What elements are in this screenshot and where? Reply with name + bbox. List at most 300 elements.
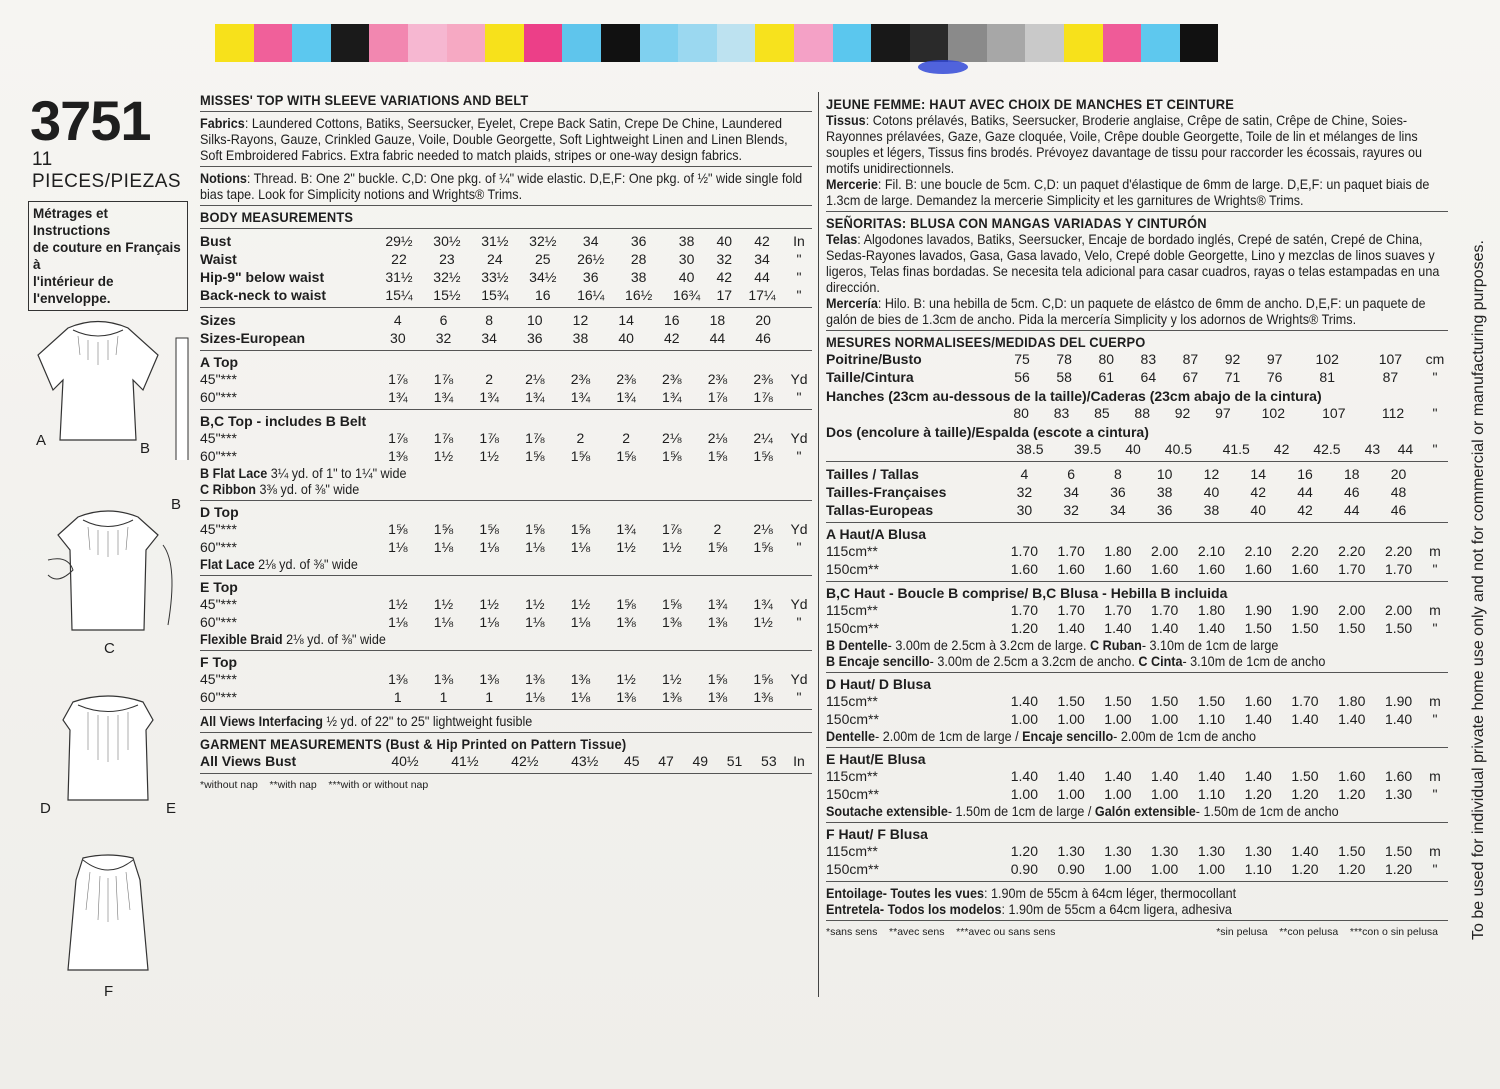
- french-box-line: Métrages et Instructions: [33, 206, 111, 238]
- table-row: [826, 619, 1448, 637]
- row-label: 150cm**: [826, 786, 879, 802]
- table-cell: 18: [709, 312, 726, 328]
- table-cell: 1½: [388, 596, 408, 612]
- color-swatch: [794, 24, 833, 62]
- note-label: Flat Lace: [200, 556, 255, 572]
- table-cell: 18: [1343, 466, 1360, 482]
- table-cell: 1.60: [1010, 561, 1038, 577]
- measurement-table: [200, 429, 812, 465]
- table-cell: 2.00: [1151, 543, 1179, 559]
- row-label: All Views Bust: [200, 753, 297, 769]
- table-cell: 1.40: [1151, 768, 1179, 784]
- table-cell: 42: [754, 233, 770, 249]
- table-cell: 1⅝: [753, 671, 773, 687]
- table-cell: 2⅜: [570, 371, 591, 387]
- table-cell: 1.70: [1104, 602, 1132, 618]
- table-cell: 1.40: [1057, 768, 1085, 784]
- measurement-table: [826, 767, 1448, 803]
- table-cell: 97: [1215, 405, 1231, 421]
- table-cell: 31½: [385, 269, 413, 285]
- table-cell: 87: [1182, 351, 1199, 367]
- measurement-table: [826, 692, 1448, 728]
- color-swatch: [369, 24, 408, 62]
- measurement-table: [200, 370, 812, 406]
- row-label: Tailles-Françaises: [826, 484, 947, 500]
- table-row: [826, 560, 1448, 578]
- table-cell: 1.40: [1197, 768, 1226, 784]
- table-cell: 107: [1322, 405, 1346, 421]
- table-cell: 1⅝: [662, 596, 682, 612]
- table-cell: 1.20: [1010, 620, 1038, 636]
- table-cell: 2⅛: [525, 371, 545, 387]
- french-instructions-box: [28, 201, 188, 311]
- table-cell: 76: [1266, 369, 1283, 385]
- table-cell: 1⅜: [707, 689, 728, 705]
- table-cell: 1.20: [1291, 861, 1319, 877]
- table-cell: 1.40: [1010, 768, 1038, 784]
- table-cell: 1.40: [1384, 711, 1413, 727]
- table-cell: 4: [393, 312, 402, 328]
- color-swatch: [833, 24, 872, 62]
- note-label: Flexible Braid: [200, 631, 283, 647]
- row-label: [826, 440, 1001, 458]
- table-cell: 1⅛: [433, 539, 454, 555]
- table-cell: 20: [755, 312, 771, 328]
- table-cell: 2¼: [753, 430, 773, 446]
- table-cell: 83: [1053, 405, 1070, 421]
- table-cell: 1⅝: [479, 521, 499, 537]
- table-cell: 30: [390, 330, 406, 346]
- table-cell: 81: [1319, 369, 1335, 385]
- table-cell: 24: [487, 251, 503, 267]
- table-cell: 30½: [433, 233, 461, 249]
- table-cell: 36: [1156, 502, 1173, 518]
- measurement-table: [200, 311, 812, 347]
- row-label: 45"***: [200, 596, 237, 612]
- table-row: [826, 350, 1448, 368]
- table-cell: 34: [1063, 484, 1079, 500]
- table-cell: 112: [1381, 405, 1405, 421]
- row-label: 60"***: [200, 539, 237, 555]
- merceria-label: Mercería: [826, 295, 878, 311]
- table-cell: 36: [630, 233, 647, 249]
- measurement-table: [826, 842, 1448, 878]
- measurement-table: [826, 465, 1448, 519]
- table-cell: 43½: [571, 753, 599, 769]
- view-note: [200, 556, 811, 572]
- table-cell: 1.70: [1151, 602, 1179, 618]
- table-cell: 1½: [753, 614, 773, 630]
- table-cell: 39.5: [1074, 441, 1102, 457]
- table-cell: 14: [618, 312, 634, 328]
- table-cell: 1.20: [1338, 861, 1366, 877]
- table-cell: 1.60: [1244, 561, 1272, 577]
- table-cell: 1¾: [433, 389, 454, 405]
- table-cell: 1.60: [1338, 768, 1366, 784]
- metric-body-table: [826, 350, 1448, 458]
- entoilage-label: Entoilage- Toutes les vues: [826, 885, 985, 901]
- table-cell: 17: [716, 287, 733, 303]
- table-cell: 1¾: [753, 596, 773, 612]
- table-cell: 49: [692, 753, 709, 769]
- table-row: [200, 447, 812, 465]
- view-f-sketch: [28, 850, 198, 990]
- table-cell: 2.20: [1384, 543, 1413, 559]
- table-cell: 1.70: [1057, 543, 1085, 559]
- table-cell: 1.30: [1057, 843, 1085, 859]
- note-text: - 2.00m de 1cm de ancho: [1113, 728, 1257, 744]
- row-label: Taille/Cintura: [826, 369, 914, 385]
- view-note: [826, 728, 1447, 744]
- notions-text: : Thread. B: One 2" buckle. C,D: One pkg. of ¼" wide elastic. D,E,F: One pkg. of ½" wide single fold bias tape. Look for Simplicity notions and Wrights® Trims.: [200, 170, 803, 202]
- entoilage-label: Entretela- Todos los modelos: [826, 901, 1002, 917]
- unit-cell: ": [796, 689, 802, 705]
- view-title: F Haut/ F Blusa: [826, 826, 928, 842]
- unit-cell: cm: [1425, 351, 1445, 367]
- table-cell: 1⅝: [753, 448, 773, 464]
- table-cell: 28: [630, 251, 647, 267]
- view-label-c: C: [104, 640, 115, 657]
- table-cell: 92: [1224, 351, 1241, 367]
- table-cell: 23: [439, 251, 455, 267]
- table-cell: 2: [576, 430, 585, 446]
- color-swatch: [987, 24, 1026, 62]
- table-cell: 1.10: [1244, 861, 1272, 877]
- color-swatch: [485, 24, 524, 62]
- table-cell: 1⅝: [616, 448, 636, 464]
- table-cell: 2⅛: [753, 521, 773, 537]
- table-cell: 1¾: [388, 389, 408, 405]
- table-cell: 1.20: [1291, 786, 1319, 802]
- tissus-label: Tissus: [826, 112, 866, 128]
- french-tissus: [826, 112, 1447, 176]
- table-cell: 41.5: [1222, 441, 1250, 457]
- table-cell: 75: [1014, 351, 1030, 367]
- view-note: [200, 481, 811, 497]
- table-cell: 53: [761, 753, 777, 769]
- table-cell: 1⅞: [753, 389, 773, 405]
- table-cell: 1.20: [1338, 786, 1366, 802]
- table-row: [200, 286, 812, 304]
- note-text: - 3.10m de 1cm de large: [1141, 637, 1279, 653]
- view-sketches: [28, 300, 198, 1020]
- note-text: 3⅜ yd. of ⅜" wide: [255, 481, 360, 497]
- pieces-count: 11 PIECES/PIEZAS: [32, 149, 182, 192]
- table-cell: 2⅜: [662, 371, 682, 387]
- note-label: Galón extensible: [1094, 803, 1196, 819]
- table-cell: 1.60: [1384, 768, 1413, 784]
- table-cell: 1.40: [1291, 843, 1319, 859]
- metric-footnotes: [826, 924, 1448, 940]
- unit-cell: In: [793, 233, 805, 249]
- row-label: Poitrine/Busto: [826, 351, 922, 367]
- table-cell: 1⅜: [753, 689, 773, 705]
- table-cell: 42: [1297, 502, 1313, 518]
- unit-cell: ": [796, 251, 802, 267]
- color-swatch: [331, 24, 370, 62]
- unit-cell: ": [1432, 561, 1438, 577]
- fabrics-label: Fabrics: [200, 115, 245, 131]
- telas-text: : Algodones lavados, Batiks, Seersucker, Encaje de bordado inglés, Crepé de satén, Crepé de China, Sedas-Rayones lavados, Gasa, Gasa lavado, Velo, Crepé doble Georgette, Lino y mezclas de linos suaves y ligeros, Telas finas bordadas. Se necesita tela adicional para casar cuadros, rayas o telas estampadas en una dirección.: [826, 231, 1440, 295]
- row-label: Waist: [200, 251, 237, 267]
- view-label-b: B: [140, 440, 151, 457]
- table-cell: 46: [1343, 484, 1360, 500]
- table-cell: 1.50: [1338, 843, 1366, 859]
- table-cell: 1⅜: [616, 614, 636, 630]
- row-label: 60"***: [200, 689, 237, 705]
- table-row: [826, 483, 1448, 501]
- color-swatch: [640, 24, 679, 62]
- table-cell: 32: [1016, 484, 1033, 500]
- row-label: 115cm**: [826, 602, 878, 618]
- telas-label: Telas: [826, 231, 858, 247]
- table-cell: 83: [1140, 351, 1157, 367]
- table-cell: 34: [754, 251, 770, 267]
- metric-body-title: MESURES NORMALISEES/MEDIDAS DEL CUERPO: [826, 334, 1146, 350]
- table-cell: 2⅜: [616, 371, 636, 387]
- note-label: Soutache extensible: [826, 803, 948, 819]
- table-cell: 97: [1266, 351, 1283, 367]
- table-cell: 1¾: [707, 596, 728, 612]
- note-text: 2⅛ yd. of ⅜" wide: [254, 556, 358, 572]
- metric-yardage-views: [826, 522, 1448, 878]
- view-title: E Top: [200, 579, 238, 595]
- table-cell: 1⅜: [616, 689, 636, 705]
- table-cell: 1⅞: [433, 430, 454, 446]
- back-label: Dos (encolure à taille)/Espalda (escote a cintura): [826, 424, 1149, 440]
- table-cell: 2.10: [1244, 543, 1272, 559]
- table-cell: 1.00: [1151, 786, 1179, 802]
- view-title: B,C Haut - Boucle B comprise/ B,C Blusa - Hebilla B incluida: [826, 585, 1228, 601]
- table-cell: 1.60: [1151, 561, 1179, 577]
- table-cell: 1⅝: [433, 521, 454, 537]
- table-row: [200, 429, 812, 447]
- table-cell: 1⅞: [433, 371, 454, 387]
- table-cell: 1½: [433, 596, 454, 612]
- table-cell: 1.70: [1291, 693, 1319, 709]
- table-cell: 1⅜: [388, 671, 408, 687]
- table-cell: 16: [663, 312, 680, 328]
- table-cell: 1⅜: [388, 448, 408, 464]
- table-cell: 36: [1110, 484, 1126, 500]
- table-cell: 2.10: [1197, 543, 1226, 559]
- row-label: 115cm**: [826, 693, 878, 709]
- spanish-telas: [826, 231, 1447, 295]
- table-cell: 38: [630, 269, 647, 285]
- note-label: B Dentelle: [826, 637, 888, 653]
- entoilage-line: [826, 901, 1447, 917]
- french-title: JEUNE FEMME: HAUT AVEC CHOIX DE MANCHES ET CEINTURE: [826, 96, 1234, 112]
- table-cell: 1.40: [1104, 620, 1132, 636]
- table-cell: 1⅛: [433, 614, 454, 630]
- table-cell: 40: [716, 233, 733, 249]
- table-cell: 67: [1182, 369, 1199, 385]
- table-cell: 1.80: [1104, 543, 1132, 559]
- french-box-line: de couture en Français à: [33, 240, 181, 272]
- table-cell: 2⅜: [753, 371, 773, 387]
- mercerie-text: : Fil. B: une boucle de 5cm. C,D: un paquet d'élastique de 6mm de large. D,E,F: un paquet biais de 1.3cm de large. Demandez la mercerie Simplicity et les garnitures de Wrights® Trims.: [826, 176, 1430, 208]
- unit-cell: m: [1429, 843, 1441, 859]
- entoilage-text: : 1.90m de 55cm a 64cm ligera, adhesiva: [1001, 901, 1232, 917]
- table-cell: 32: [716, 251, 733, 267]
- table-cell: 1⅜: [433, 671, 454, 687]
- table-cell: 1⅜: [662, 614, 682, 630]
- view-title: D Haut/ D Blusa: [826, 676, 932, 692]
- table-cell: 0.90: [1010, 861, 1038, 877]
- row-label: 150cm**: [826, 561, 879, 577]
- table-cell: 1.90: [1244, 602, 1272, 618]
- view-a-sketch: [28, 310, 198, 460]
- table-cell: 1½: [525, 596, 545, 612]
- table-cell: 1.30: [1197, 843, 1226, 859]
- table-cell: 102: [1315, 351, 1339, 367]
- table-cell: 1½: [433, 448, 454, 464]
- table-cell: 1.70: [1010, 602, 1038, 618]
- color-swatch: [717, 24, 756, 62]
- table-cell: 1.70: [1057, 602, 1085, 618]
- table-cell: 1¾: [616, 521, 636, 537]
- table-cell: 1⅝: [616, 596, 636, 612]
- table-row: [826, 440, 1448, 458]
- measurement-table: [200, 752, 812, 770]
- table-row: [826, 842, 1448, 860]
- table-cell: 43: [1364, 441, 1381, 457]
- unit-cell: Yd: [790, 596, 808, 612]
- mercerie-label: Mercerie: [826, 176, 878, 192]
- table-cell: 1.50: [1197, 693, 1226, 709]
- table-cell: 1⅞: [662, 521, 682, 537]
- table-cell: 1⅛: [479, 539, 499, 555]
- table-cell: 1¾: [570, 389, 591, 405]
- table-cell: 1⅛: [570, 689, 591, 705]
- table-cell: 1⅞: [388, 430, 408, 446]
- table-cell: 1⅝: [525, 521, 545, 537]
- table-cell: 0.90: [1057, 861, 1085, 877]
- color-swatch: [562, 24, 601, 62]
- row-label: 60"***: [200, 389, 237, 405]
- table-cell: 14: [1250, 466, 1266, 482]
- table-cell: 1.40: [1104, 768, 1132, 784]
- french-box-line: l'intérieur de: [33, 274, 114, 289]
- view-title: B,C Top - includes B Belt: [200, 413, 367, 429]
- unit-cell: [1422, 483, 1448, 501]
- table-row: [200, 329, 812, 347]
- notions-label: Notions: [200, 170, 247, 186]
- table-cell: 1.30: [1244, 843, 1272, 859]
- table-cell: 1.20: [1010, 843, 1038, 859]
- ink-blot: [918, 60, 968, 74]
- table-row: [200, 520, 812, 538]
- yardage-views: [200, 350, 812, 706]
- table-cell: 31½: [481, 233, 509, 249]
- table-cell: 102: [1261, 405, 1285, 421]
- table-row: [826, 601, 1448, 619]
- french-footnote: *sans sens **avec sens ***avec ou sans sens: [826, 926, 1056, 938]
- unit-cell: In: [793, 753, 805, 769]
- table-cell: 1.20: [1384, 861, 1413, 877]
- row-label: 115cm**: [826, 768, 878, 784]
- color-swatch: [601, 24, 640, 62]
- table-cell: 32: [1063, 502, 1079, 518]
- table-cell: 44: [709, 330, 726, 346]
- table-cell: 87: [1382, 369, 1399, 385]
- measurement-table: [826, 440, 1448, 458]
- table-cell: 1.40: [1010, 693, 1038, 709]
- table-cell: 1¾: [662, 389, 682, 405]
- table-cell: 2⅜: [707, 371, 728, 387]
- table-row: [200, 268, 812, 286]
- table-cell: 1⅛: [570, 614, 591, 630]
- unit-cell: Yd: [790, 430, 808, 446]
- unit-cell: ": [796, 448, 802, 464]
- table-cell: 40: [618, 330, 634, 346]
- unit-cell: ": [796, 269, 802, 285]
- table-cell: 42.5: [1313, 441, 1341, 457]
- table-cell: 56: [1014, 369, 1030, 385]
- view-title: E Haut/E Blusa: [826, 751, 926, 767]
- table-cell: 1.70: [1384, 561, 1413, 577]
- view-label-a: A: [36, 432, 47, 449]
- table-row: [826, 860, 1448, 878]
- table-cell: 17¼: [748, 287, 776, 303]
- table-cell: 15¼: [385, 287, 413, 303]
- table-cell: 1½: [662, 539, 682, 555]
- color-swatch: [1064, 24, 1103, 62]
- table-cell: 1½: [616, 671, 636, 687]
- table-cell: 25: [534, 251, 551, 267]
- color-registration-bar: [215, 24, 1218, 62]
- table-cell: 1⅝: [388, 521, 408, 537]
- note-text: - 3.00m de 2.5cm a 3.2cm de ancho.: [929, 653, 1139, 669]
- entoilage-lines: [826, 885, 1448, 917]
- table-cell: 34: [481, 330, 497, 346]
- note-text: - 3.00m de 2.5cm à 3.2cm de large.: [887, 637, 1091, 653]
- row-label: Sizes: [200, 312, 236, 328]
- table-cell: 1.40: [1244, 711, 1272, 727]
- table-cell: 44: [754, 269, 770, 285]
- table-cell: 1.00: [1197, 861, 1226, 877]
- color-swatch: [1103, 24, 1142, 62]
- table-cell: 36: [527, 330, 543, 346]
- table-cell: 1.30: [1151, 843, 1179, 859]
- table-cell: 38: [1156, 484, 1173, 500]
- table-cell: 47: [658, 753, 674, 769]
- unit-cell: Yd: [790, 521, 808, 537]
- table-cell: 1⅞: [479, 430, 499, 446]
- table-cell: 58: [1056, 369, 1072, 385]
- table-cell: 2: [713, 521, 722, 537]
- table-cell: 2.20: [1291, 543, 1319, 559]
- table-row: [826, 404, 1448, 422]
- table-cell: 1: [485, 689, 494, 705]
- entoilage-text: : 1.90m de 55cm à 64cm léger, thermocollant: [984, 885, 1237, 901]
- color-swatch: [215, 24, 254, 62]
- table-cell: 29½: [385, 233, 413, 249]
- table-cell: 1¾: [525, 389, 545, 405]
- fabrics-text: : Laundered Cottons, Batiks, Seersucker, Eyelet, Crepe Back Satin, Crepe De Chine, Laundered Silks-Rayons, Gauze, Crinkled Gauze, Voile, Double Georgette, Soft Lightweight Linen and Linen Blends, Soft Embroidered Fabrics. Extra fabric needed to match plaids, stripes or one-way design fabrics.: [200, 115, 788, 163]
- table-cell: 1⅜: [570, 671, 591, 687]
- unit-cell: ": [1432, 711, 1438, 727]
- table-cell: 32½: [529, 233, 557, 249]
- table-cell: 80: [1013, 405, 1029, 421]
- merceria-text: : Hilo. B: una hebilla de 5cm. C,D: un paquete de elástco de 6mm de ancho. D,E,F: un paquete de galón de bies de 1.3cm de ancho. Pida la mercería Simplicity y los adornos de Wrights® Trims.: [826, 295, 1426, 327]
- table-cell: 1.00: [1104, 861, 1132, 877]
- color-swatch: [408, 24, 447, 62]
- table-cell: 1⅛: [525, 689, 545, 705]
- table-cell: 12: [1203, 466, 1220, 482]
- unit-cell: m: [1429, 543, 1441, 559]
- table-cell: 1.60: [1104, 561, 1132, 577]
